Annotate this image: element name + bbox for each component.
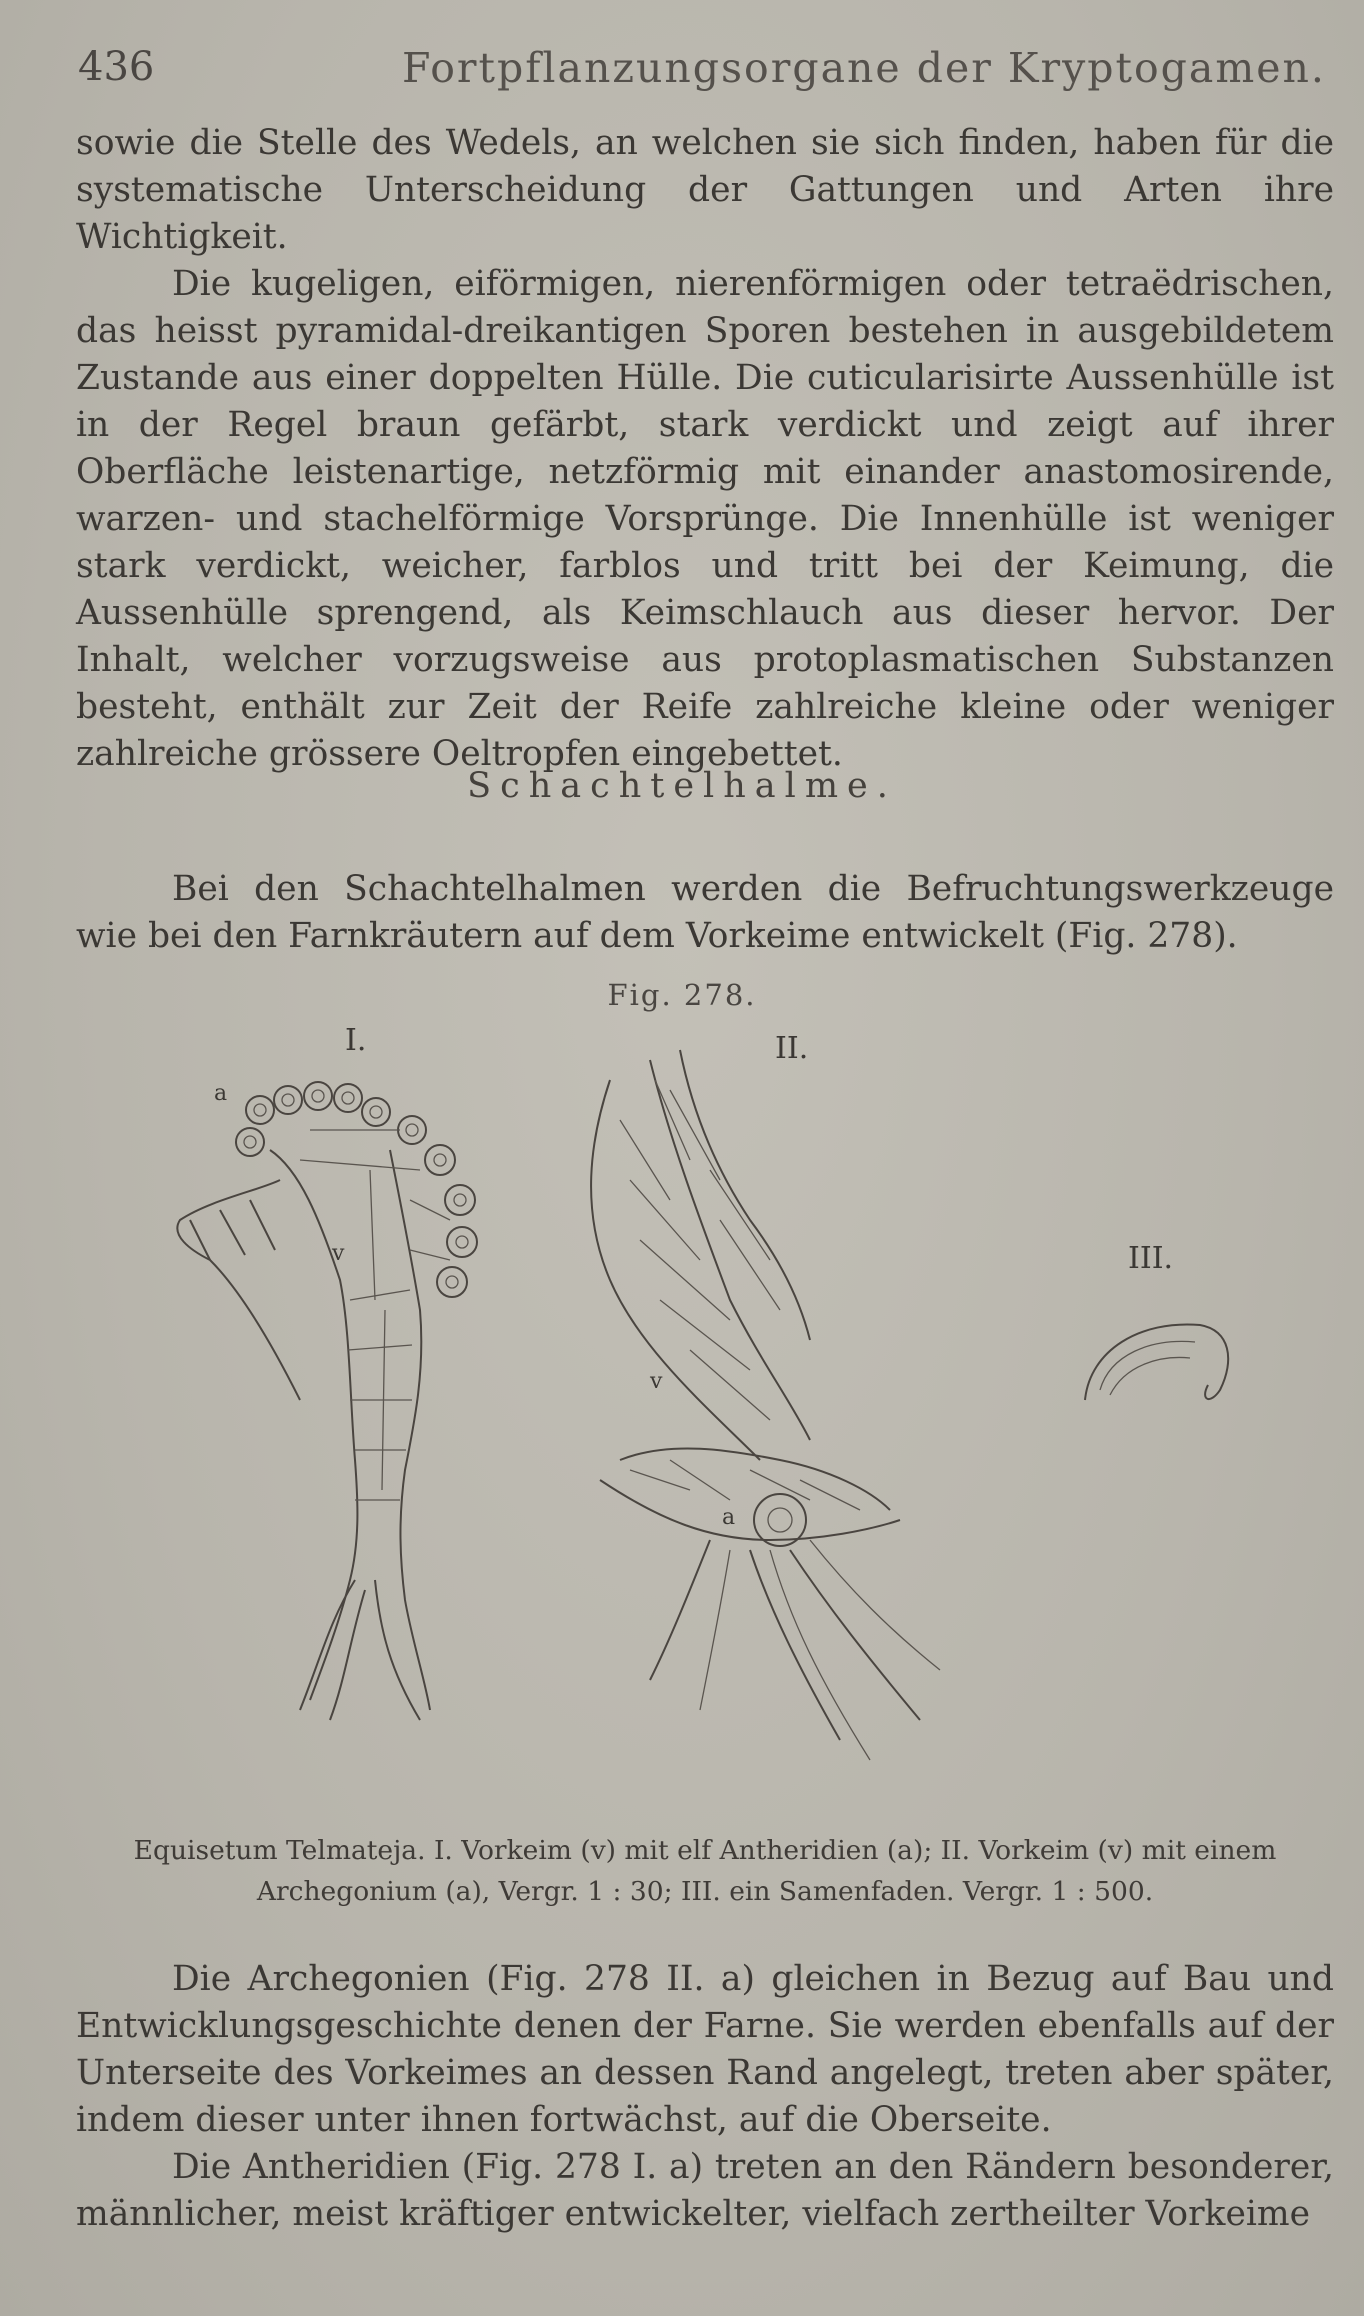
spores-paragraph: Die kugeligen, eiförmigen, nierenförmigen oder tetraëdrischen, das heisst pyramidal-dreikantigen Sporen bestehen in ausgebildetem Zustande aus einer doppelten Hülle. Die cuticularisirte Aussenhülle ist in der Regel braun gefärbt, stark verdickt und zeigt auf ihrer Oberfläche leistenartige, netzförmig mit einander anastomosirende, warzen- und stachelförmige Vorsprünge. Die Innenhülle ist weniger stark verdickt, weicher, farblos und tritt bei der Keimung, die Aussenhülle sprengend, als Keimschlauch aus dieser hervor. Der Inhalt, welcher vorzugsweise aus protoplasmatischen Substanzen besteht, enthält zur Zeit der Reife zahlreiche kleine oder weniger zahlreiche grössere Oeltropfen eingebettet. [76, 264, 1334, 774]
running-title: Fortpflanzungsorgane der Kryptogamen. [402, 44, 1326, 92]
bottom-text-block [76, 1956, 1334, 2238]
top-text-block [76, 120, 1334, 778]
figure-label: Fig. 278. [607, 978, 757, 1012]
panel-one-label: I. [345, 1023, 367, 1058]
continued-paragraph: sowie die Stelle des Wedels, an welchen sie sich finden, haben für die systematische Unterscheidung der Gattungen und Arten ihre Wichtigkeit. [76, 123, 1334, 257]
panel-one-prothallium [177, 1023, 477, 1720]
antheridia-paragraph: Die Antheridien (Fig. 278 I. a) treten an den Rändern besonderer, männlicher, meist kräftiger entwickelter, vielfach zertheilter Vorkeime [76, 2147, 1334, 2234]
caption-line-2: Archegonium (a), Vergr. 1 : 30; III. ein Samenfaden. Vergr. 1 : 500. [256, 1876, 1154, 1907]
section-title: Schachtelhalme. [467, 766, 897, 806]
panel-three-label: III. [1128, 1241, 1174, 1276]
figure-278-illustration [150, 1020, 1270, 1820]
prothallium-label-v: v [332, 1241, 345, 1266]
antheridium-label-a: a [214, 1081, 228, 1106]
archegonium [754, 1494, 806, 1546]
prothallium-lobes [591, 1050, 900, 1540]
prothallium-body [177, 1130, 450, 1720]
page-header [70, 44, 1340, 96]
rhizoids [650, 1540, 940, 1760]
antheridia-cluster [236, 1082, 477, 1297]
panel-two-label: II. [775, 1031, 809, 1066]
page-number: 436 [78, 44, 155, 90]
panel-three-spermatozoid [1085, 1241, 1228, 1400]
archegonia-paragraph: Die Archegonien (Fig. 278 II. a) gleichen in Bezug auf Bau und Entwicklungsgeschichte denen der Farne. Sie werden ebenfalls auf der Unterseite des Vorkeimes an dessen Rand angelegt, treten aber später, indem dieser unter ihnen fortwächst, auf die Oberseite. [76, 1959, 1334, 2140]
figure-caption [76, 1830, 1334, 1912]
caption-line-1: Equisetum Telmateja. I. Vorkeim (v) mit elf Antheridien (a); II. Vorkeim (v) mit einem [133, 1835, 1277, 1866]
archegonium-label-a: a [722, 1505, 736, 1530]
section-intro-paragraph: Bei den Schachtelhalmen werden die Befruchtungswerkzeuge wie bei den Farnkräutern auf dem Vorkeime entwickelt (Fig. 278). [76, 869, 1334, 956]
panel-two-prothallium [591, 1031, 940, 1760]
prothallium-label-v: v [650, 1369, 663, 1394]
